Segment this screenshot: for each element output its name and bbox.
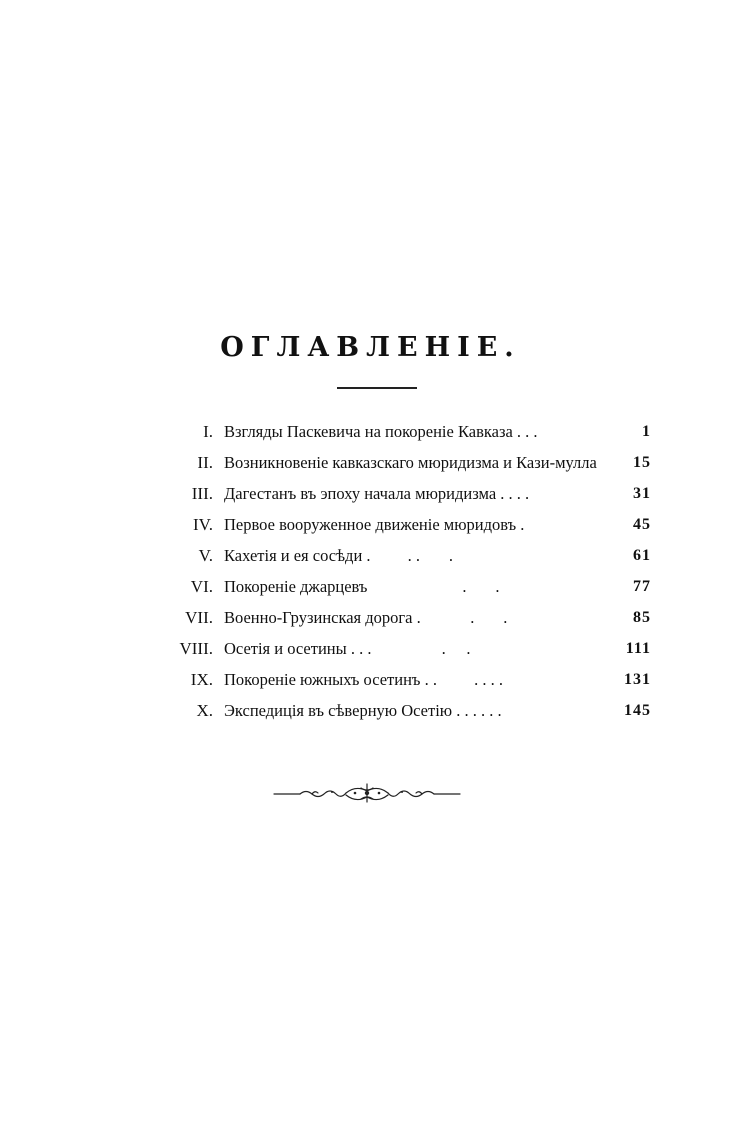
toc-entry-number: VIII. (179, 639, 213, 658)
toc-entry-page: 85 (633, 609, 651, 626)
toc-entry-number: X. (196, 701, 213, 720)
toc-entry-number: VII. (185, 608, 213, 627)
toc-entry-page: 131 (624, 671, 651, 688)
toc-entry-page: 45 (633, 516, 651, 533)
toc-entry-page: 61 (633, 547, 651, 564)
toc-entry (82, 633, 657, 664)
toc-entry-number: IV. (193, 515, 213, 534)
floral-ornament-icon (272, 781, 462, 805)
toc-entry-number: IX. (190, 670, 213, 689)
toc-entry (82, 447, 657, 478)
toc-entry-title: Возникновеніе кавказскаго мюридизма и Кази-мулла (224, 453, 597, 472)
table-of-contents (82, 416, 657, 726)
toc-entry (82, 664, 657, 695)
toc-entry-title: Дагестанъ въ эпоху начала мюридизма . . . . (224, 484, 530, 503)
toc-entry-number: II. (197, 453, 213, 472)
toc-entry-title: Покореніе южныхъ осетинъ . . . . . . (224, 670, 503, 689)
title-underline (337, 387, 417, 389)
toc-entry (82, 509, 657, 540)
page-title: ОГЛАВЛЕНІЕ. (220, 332, 521, 363)
toc-entry-page: 111 (625, 640, 651, 657)
toc-entry-number: III. (191, 484, 213, 503)
toc-entry-number: V. (198, 546, 213, 565)
toc-entry (82, 540, 657, 571)
toc-entry-title: Кахетія и ея сосѣди . . . . (224, 546, 454, 565)
toc-entry-title: Экспедиція въ сѣверную Осетію . . . . . . (224, 701, 502, 720)
toc-entry-title: Осетія и осетины . . . . . (224, 639, 471, 658)
toc-entry-number: VI. (190, 577, 213, 596)
toc-entry-number: I. (203, 422, 213, 441)
toc-entry-page: 15 (633, 454, 651, 471)
toc-entry-page: 1 (642, 423, 651, 440)
toc-entry (82, 571, 657, 602)
toc-entry-page: 31 (633, 485, 651, 502)
toc-entry-page: 77 (633, 578, 651, 595)
toc-entry-title: Взгляды Паскевича на покореніе Кавказа . . . (224, 422, 538, 441)
toc-entry (82, 416, 657, 447)
toc-entry (82, 478, 657, 509)
toc-entry (82, 695, 657, 726)
toc-entry-page: 145 (624, 702, 651, 719)
toc-entry-title: Военно-Грузинская дорога . . . (224, 608, 508, 627)
toc-entry-title: Первое вооруженное движеніе мюридовъ . (224, 515, 525, 534)
toc-entry (82, 602, 657, 633)
toc-entry-title: Покореніе джарцевъ . . (224, 577, 500, 596)
